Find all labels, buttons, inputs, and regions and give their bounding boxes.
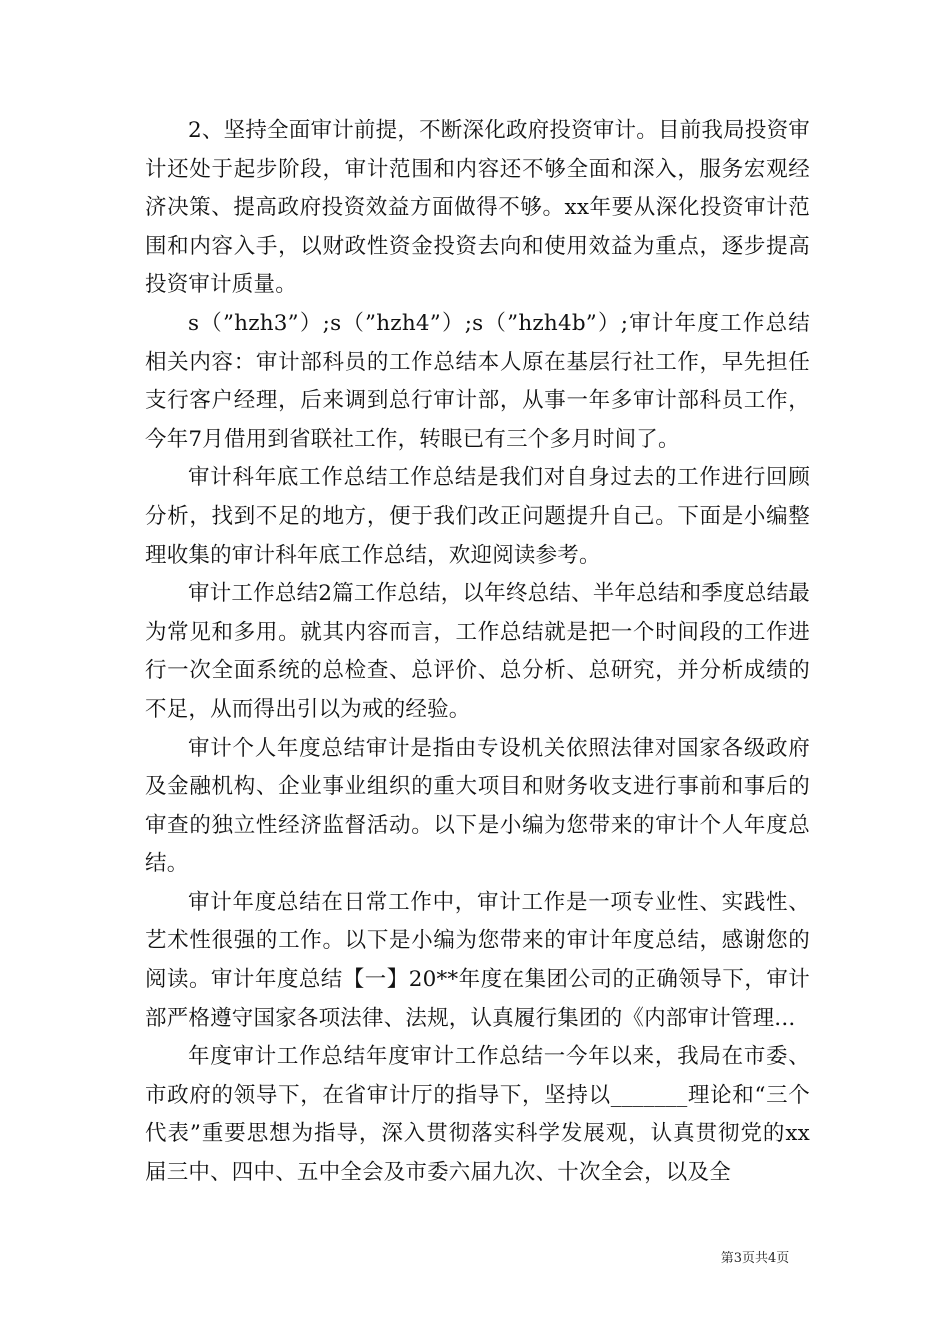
paragraph-2: s（”hzh3”）;s（”hzh4”）;s（”hzh4b”）;审计年度工作总结相关内容：审计部科员的工作总结本人原在基层行社工作，早先担任支行客户经理，后来调到总行审计部，从事一年多审计部科员工作，今年7月借用到省联社工作，转眼已有三个多月时间了。 bbox=[145, 310, 810, 452]
paragraph-5: 审计个人年度总结审计是指由专设机关依照法律对国家各级政府及金融机构、企业事业组织的重大项目和财务收支进行事前和事后的审查的独立性经济监督活动。以下是小编为您带来的审计个人年度总结。 bbox=[145, 735, 810, 877]
paragraph-1: 2、坚持全面审计前提，不断深化政府投资审计。目前我局投资审计还处于起步阶段，审计范围和内容还不够全面和深入，服务宏观经济决策、提高政府投资效益方面做得不够。xx年要从深化投资审计范围和内容入手，以财政性资金投资去向和使用效益为重点，逐步提高投资审计质量。 bbox=[145, 118, 810, 298]
document-body bbox=[145, 112, 810, 1193]
paragraph-6: 审计年度总结在日常工作中，审计工作是一项专业性、实践性、艺术性很强的工作。以下是小编为您带来的审计年度总结，感谢您的阅读。审计年度总结【一】20**年度在集团公司的正确领导下，审计部严格遵守国家各项法律、法规，认真履行集团的《内部审计管理... bbox=[145, 889, 810, 1031]
paragraph-4: 审计工作总结2篇工作总结，以年终总结、半年总结和季度总结最为常见和多用。就其内容而言，工作总结就是把一个时间段的工作进行一次全面系统的总检查、总评价、总分析、总研究，并分析成绩的不足，从而得出引以为戒的经验。 bbox=[145, 581, 810, 722]
page-number-footer: 第3页共4页 bbox=[720, 1251, 790, 1266]
paragraph-3: 审计科年底工作总结工作总结是我们对自身过去的工作进行回顾分析，找到不足的地方，便于我们改正问题提升自己。下面是小编整理收集的审计科年底工作总结，欢迎阅读参考。 bbox=[145, 465, 810, 568]
paragraph-7: 年度审计工作总结年度审计工作总结一今年以来，我局在市委、市政府的领导下，在省审计厅的指导下，坚持以_______理论和“三个代表”重要思想为指导，深入贯彻落实科学发展观，认真贯彻党的xx届三中、四中、五中全会及市委六届九次、十次全会，以及全 bbox=[145, 1044, 810, 1186]
